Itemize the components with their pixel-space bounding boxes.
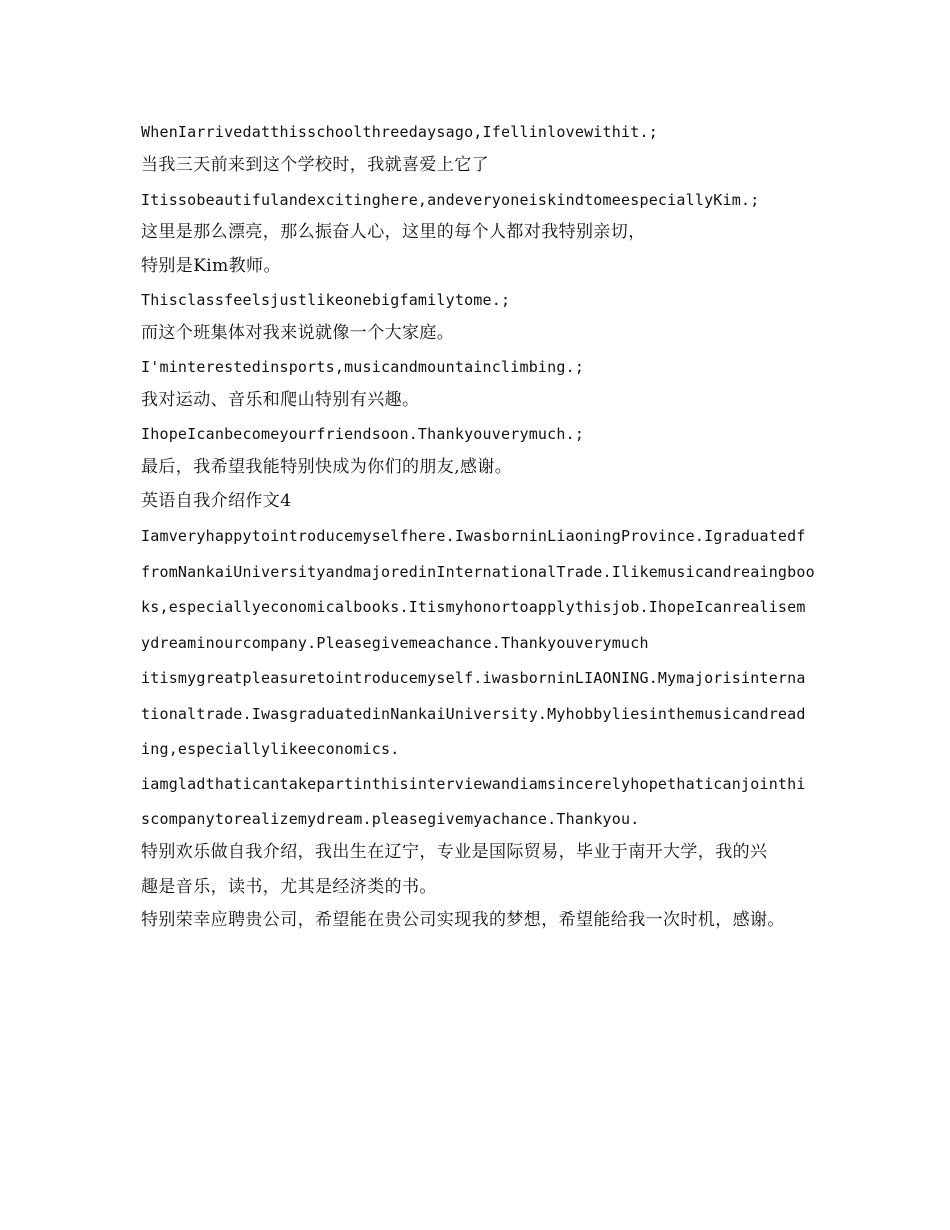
- text-line: ks,especiallyeconomicalbooks.Itismyhonortoapplythisjob.IhopeIcanrealisem: [141, 598, 806, 616]
- text-line: WhenIarrivedatthisschoolthreedaysago,Ifellinlovewithit.;: [141, 123, 658, 141]
- text-line: 而这个班集体对我来说就像一个大家庭。: [141, 323, 455, 343]
- text-line: 特别是Kim教师。: [141, 256, 281, 276]
- text-line: ing,especiallylikeeconomics.: [141, 740, 400, 758]
- text-line: 我对运动、音乐和爬山特别有兴趣。: [141, 390, 420, 410]
- text-line: 最后，我希望我能特别快成为你们的朋友,感谢。: [141, 457, 513, 477]
- text-line: fromNankaiUniversityandmajoredinInternationalTrade.Ilikemusicandreaingboo: [141, 563, 815, 581]
- text-line: 趣是音乐，读书，尤其是经济类的书。: [141, 877, 437, 897]
- text-line: tionaltrade.IwasgraduatedinNankaiUniversity.Myhobbyliesinthemusicandread: [141, 705, 806, 723]
- text-line: 这里是那么漂亮，那么振奋人心，这里的每个人都对我特别亲切，: [141, 222, 646, 242]
- text-line: 特别荣幸应聘贵公司，希望能在贵公司实现我的梦想，希望能给我一次时机，感谢。: [141, 910, 785, 930]
- text-line: itismygreatpleasuretointroducemyself.iwasborninLIAONING.Mymajorisinterna: [141, 669, 806, 687]
- text-line: Thisclassfeelsjustlikeonebigfamilytome.;: [141, 291, 511, 309]
- text-line: iamgladthaticantakepartinthisinterviewandiamsincerelyhopethaticanjointhi: [141, 775, 806, 793]
- text-line: ydreaminourcompany.Pleasegivemeachance.Thankyouverymuch: [141, 634, 649, 652]
- text-line: 特别欢乐做自我介绍，我出生在辽宁，专业是国际贸易，毕业于南开大学，我的兴: [141, 842, 768, 862]
- text-line: scompanytorealizemydream.pleasegivemyachance.Thankyou.: [141, 810, 640, 828]
- text-line: I'minterestedinsports,musicandmountainclimbing.;: [141, 358, 585, 376]
- section-heading: 英语自我介绍作文4: [141, 491, 292, 511]
- text-line: 当我三天前来到这个学校时，我就喜爱上它了: [141, 155, 489, 175]
- text-line: Itissobeautifulandexcitinghere,andeveryoneiskindtomeespeciallyKim.;: [141, 191, 760, 209]
- text-line: Iamveryhappytointroducemyselfhere.IwasborninLiaoningProvince.Igraduatedf: [141, 527, 806, 545]
- text-line: IhopeIcanbecomeyourfriendsoon.Thankyouverymuch.;: [141, 425, 585, 443]
